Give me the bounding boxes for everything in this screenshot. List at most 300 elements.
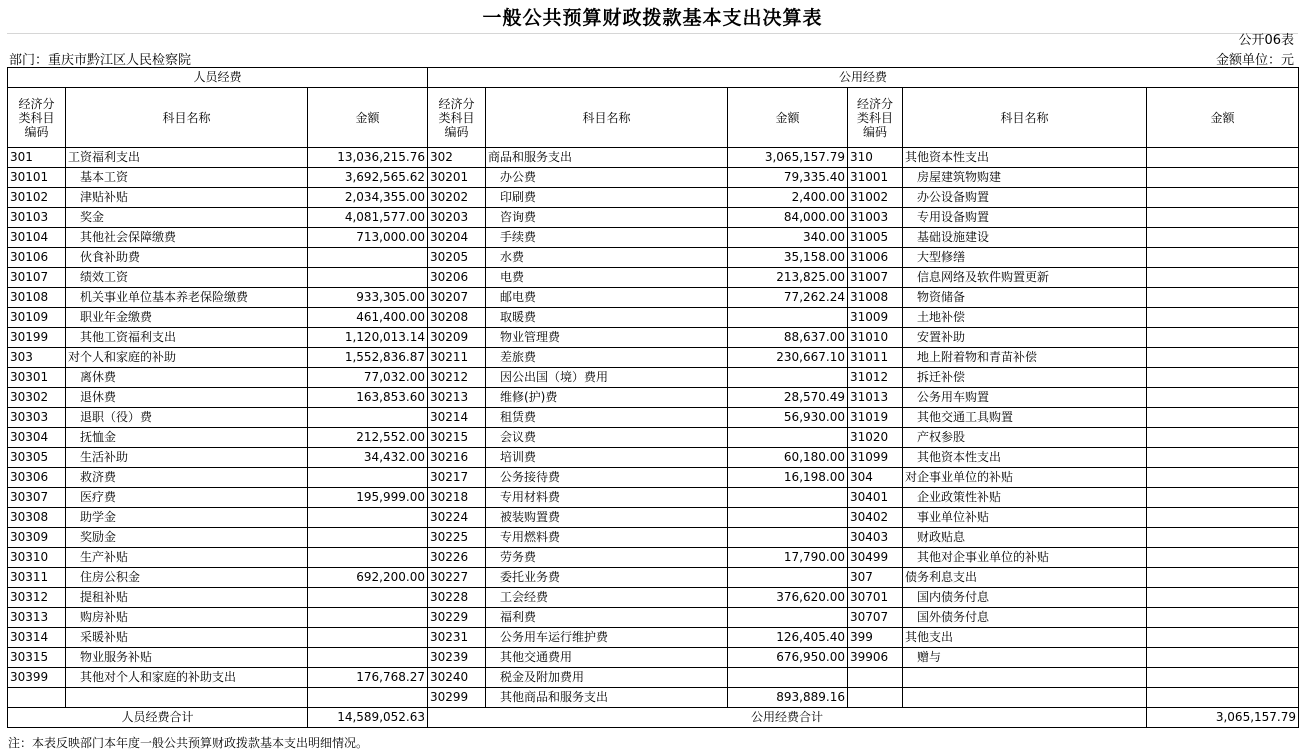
goods-name-cell: 公务用车运行维护费 bbox=[486, 628, 728, 648]
capital-amount-cell bbox=[1147, 188, 1299, 208]
personnel-name-cell: 提租补贴 bbox=[66, 588, 308, 608]
goods-code-cell: 30218 bbox=[428, 488, 486, 508]
personnel-code-cell: 30315 bbox=[8, 648, 66, 668]
personnel-amount-cell: 713,000.00 bbox=[308, 228, 428, 248]
table-row bbox=[8, 328, 1299, 348]
capital-code-cell: 31011 bbox=[848, 348, 903, 368]
goods-amount-cell bbox=[728, 608, 848, 628]
table-row bbox=[8, 568, 1299, 588]
goods-code-cell: 30299 bbox=[428, 688, 486, 708]
goods-name-cell: 其他商品和服务支出 bbox=[486, 688, 728, 708]
totals-row bbox=[8, 708, 1299, 728]
goods-code-cell: 30224 bbox=[428, 508, 486, 528]
capital-amount-cell bbox=[1147, 288, 1299, 308]
capital-name-cell: 地上附着物和青苗补偿 bbox=[903, 348, 1147, 368]
personnel-name-cell: 救济费 bbox=[66, 468, 308, 488]
capital-name-cell: 房屋建筑物购建 bbox=[903, 168, 1147, 188]
table-row bbox=[8, 628, 1299, 648]
table-row bbox=[8, 508, 1299, 528]
table-row bbox=[8, 248, 1299, 268]
personnel-code-cell: 30302 bbox=[8, 388, 66, 408]
goods-name-cell: 因公出国（境）费用 bbox=[486, 368, 728, 388]
table-row bbox=[8, 528, 1299, 548]
goods-code-cell: 302 bbox=[428, 148, 486, 168]
personnel-name-cell: 伙食补助费 bbox=[66, 248, 308, 268]
capital-name-cell: 国内债务付息 bbox=[903, 588, 1147, 608]
capital-name-cell: 财政贴息 bbox=[903, 528, 1147, 548]
personnel-name-cell: 对个人和家庭的补助 bbox=[66, 348, 308, 368]
table-row bbox=[8, 648, 1299, 668]
table-row bbox=[8, 348, 1299, 368]
goods-code-cell: 30216 bbox=[428, 448, 486, 468]
table-row bbox=[8, 288, 1299, 308]
capital-code-cell: 30403 bbox=[848, 528, 903, 548]
goods-amount-cell: 88,637.00 bbox=[728, 328, 848, 348]
expenditure-table bbox=[7, 67, 1299, 728]
goods-name-cell: 工会经费 bbox=[486, 588, 728, 608]
goods-code-cell: 30208 bbox=[428, 308, 486, 328]
capital-amount-cell bbox=[1147, 308, 1299, 328]
personnel-name-cell: 奖金 bbox=[66, 208, 308, 228]
personnel-code-cell: 30301 bbox=[8, 368, 66, 388]
capital-amount-cell bbox=[1147, 388, 1299, 408]
capital-name-cell: 安置补助 bbox=[903, 328, 1147, 348]
capital-name-cell bbox=[903, 688, 1147, 708]
personnel-name-cell: 助学金 bbox=[66, 508, 308, 528]
personnel-code-cell: 30313 bbox=[8, 608, 66, 628]
capital-name-cell: 赠与 bbox=[903, 648, 1147, 668]
goods-code-cell: 30217 bbox=[428, 468, 486, 488]
personnel-code-cell: 30310 bbox=[8, 548, 66, 568]
goods-code-cell: 30239 bbox=[428, 648, 486, 668]
table-row bbox=[8, 548, 1299, 568]
personnel-code-cell: 30305 bbox=[8, 448, 66, 468]
table-row bbox=[8, 168, 1299, 188]
table-row bbox=[8, 608, 1299, 628]
capital-amount-cell bbox=[1147, 488, 1299, 508]
personnel-amount-cell: 461,400.00 bbox=[308, 308, 428, 328]
group-header-row bbox=[8, 68, 1299, 88]
goods-code-cell: 30214 bbox=[428, 408, 486, 428]
goods-amount-cell bbox=[728, 528, 848, 548]
public-group-header: 公用经费 bbox=[428, 68, 1299, 88]
personnel-amount-cell bbox=[308, 588, 428, 608]
goods-amount-cell: 893,889.16 bbox=[728, 688, 848, 708]
capital-name-cell: 其他支出 bbox=[903, 628, 1147, 648]
capital-name-cell: 国外债务付息 bbox=[903, 608, 1147, 628]
personnel-amount-cell bbox=[308, 628, 428, 648]
capital-code-cell: 307 bbox=[848, 568, 903, 588]
personnel-amount-cell bbox=[308, 608, 428, 628]
capital-name-cell: 公务用车购置 bbox=[903, 388, 1147, 408]
personnel-amount-cell bbox=[308, 688, 428, 708]
capital-code-cell: 30707 bbox=[848, 608, 903, 628]
footnote: 注：本表反映部门本年度一般公共预算财政拨款基本支出明细情况。 bbox=[8, 736, 369, 750]
personnel-amount-cell: 163,853.60 bbox=[308, 388, 428, 408]
goods-code-cell: 30203 bbox=[428, 208, 486, 228]
goods-code-cell: 30231 bbox=[428, 628, 486, 648]
personnel-amount-cell: 2,034,355.00 bbox=[308, 188, 428, 208]
table-row bbox=[8, 668, 1299, 688]
capital-name-cell: 产权参股 bbox=[903, 428, 1147, 448]
capital-name-cell: 对企事业单位的补贴 bbox=[903, 468, 1147, 488]
goods-code-cell: 30211 bbox=[428, 348, 486, 368]
goods-amount-cell bbox=[728, 488, 848, 508]
capital-amount-cell bbox=[1147, 668, 1299, 688]
amount-column-header: 金额 bbox=[308, 88, 428, 148]
capital-code-cell: 31013 bbox=[848, 388, 903, 408]
personnel-code-cell: 30311 bbox=[8, 568, 66, 588]
goods-name-cell: 培训费 bbox=[486, 448, 728, 468]
personnel-code-cell: 301 bbox=[8, 148, 66, 168]
goods-name-cell: 差旅费 bbox=[486, 348, 728, 368]
personnel-name-cell: 其他对个人和家庭的补助支出 bbox=[66, 668, 308, 688]
goods-code-cell: 30228 bbox=[428, 588, 486, 608]
personnel-name-cell: 津贴补贴 bbox=[66, 188, 308, 208]
personnel-code-cell: 30103 bbox=[8, 208, 66, 228]
goods-amount-cell: 230,667.10 bbox=[728, 348, 848, 368]
capital-amount-cell bbox=[1147, 268, 1299, 288]
capital-name-cell: 企业政策性补贴 bbox=[903, 488, 1147, 508]
table-row bbox=[8, 408, 1299, 428]
capital-code-cell: 399 bbox=[848, 628, 903, 648]
goods-amount-cell: 213,825.00 bbox=[728, 268, 848, 288]
capital-amount-cell bbox=[1147, 328, 1299, 348]
goods-amount-cell: 126,405.40 bbox=[728, 628, 848, 648]
goods-amount-cell: 340.00 bbox=[728, 228, 848, 248]
personnel-name-cell: 机关事业单位基本养老保险缴费 bbox=[66, 288, 308, 308]
personnel-total-label: 人员经费合计 bbox=[8, 708, 308, 728]
table-row bbox=[8, 388, 1299, 408]
goods-name-cell: 其他交通费用 bbox=[486, 648, 728, 668]
amount-column-header: 金额 bbox=[1147, 88, 1299, 148]
personnel-name-cell: 生活补助 bbox=[66, 448, 308, 468]
goods-amount-cell bbox=[728, 368, 848, 388]
personnel-name-cell: 退职（役）费 bbox=[66, 408, 308, 428]
goods-amount-cell bbox=[728, 568, 848, 588]
personnel-amount-cell: 195,999.00 bbox=[308, 488, 428, 508]
personnel-amount-cell bbox=[308, 468, 428, 488]
goods-amount-cell: 676,950.00 bbox=[728, 648, 848, 668]
capital-code-cell bbox=[848, 668, 903, 688]
capital-code-cell: 31001 bbox=[848, 168, 903, 188]
goods-code-cell: 30240 bbox=[428, 668, 486, 688]
goods-code-cell: 30209 bbox=[428, 328, 486, 348]
personnel-code-cell: 30106 bbox=[8, 248, 66, 268]
personnel-amount-cell: 692,200.00 bbox=[308, 568, 428, 588]
capital-code-cell: 30401 bbox=[848, 488, 903, 508]
capital-amount-cell bbox=[1147, 148, 1299, 168]
personnel-name-cell: 抚恤金 bbox=[66, 428, 308, 448]
personnel-name-cell bbox=[66, 688, 308, 708]
capital-amount-cell bbox=[1147, 168, 1299, 188]
capital-code-cell: 31009 bbox=[848, 308, 903, 328]
capital-name-cell: 专用设备购置 bbox=[903, 208, 1147, 228]
goods-name-cell: 维修(护)费 bbox=[486, 388, 728, 408]
personnel-name-cell: 奖励金 bbox=[66, 528, 308, 548]
capital-name-cell: 大型修缮 bbox=[903, 248, 1147, 268]
table-row bbox=[8, 208, 1299, 228]
personnel-name-cell: 职业年金缴费 bbox=[66, 308, 308, 328]
table-row bbox=[8, 688, 1299, 708]
capital-amount-cell bbox=[1147, 608, 1299, 628]
column-header-row bbox=[8, 88, 1299, 148]
capital-code-cell: 304 bbox=[848, 468, 903, 488]
capital-code-cell bbox=[848, 688, 903, 708]
capital-amount-cell bbox=[1147, 568, 1299, 588]
personnel-name-cell: 购房补贴 bbox=[66, 608, 308, 628]
capital-name-cell: 其他对企事业单位的补贴 bbox=[903, 548, 1147, 568]
personnel-name-cell: 离休费 bbox=[66, 368, 308, 388]
goods-name-cell: 办公费 bbox=[486, 168, 728, 188]
name-column-header: 科目名称 bbox=[66, 88, 308, 148]
goods-amount-cell: 60,180.00 bbox=[728, 448, 848, 468]
capital-code-cell: 31003 bbox=[848, 208, 903, 228]
unit-label: 金额单位：元 bbox=[1215, 53, 1294, 68]
goods-name-cell: 取暖费 bbox=[486, 308, 728, 328]
personnel-amount-cell bbox=[308, 528, 428, 548]
table-row bbox=[8, 588, 1299, 608]
personnel-amount-cell bbox=[308, 508, 428, 528]
goods-amount-cell bbox=[728, 508, 848, 528]
personnel-code-cell: 30312 bbox=[8, 588, 66, 608]
personnel-code-cell: 30109 bbox=[8, 308, 66, 328]
personnel-name-cell: 工资福利支出 bbox=[66, 148, 308, 168]
capital-code-cell: 30701 bbox=[848, 588, 903, 608]
goods-code-cell: 30207 bbox=[428, 288, 486, 308]
capital-amount-cell bbox=[1147, 528, 1299, 548]
personnel-name-cell: 退休费 bbox=[66, 388, 308, 408]
goods-amount-cell bbox=[728, 668, 848, 688]
capital-amount-cell bbox=[1147, 208, 1299, 228]
capital-amount-cell bbox=[1147, 468, 1299, 488]
goods-code-cell: 30202 bbox=[428, 188, 486, 208]
public-total-label: 公用经费合计 bbox=[428, 708, 1147, 728]
goods-name-cell: 邮电费 bbox=[486, 288, 728, 308]
goods-amount-cell: 3,065,157.79 bbox=[728, 148, 848, 168]
personnel-code-cell: 30314 bbox=[8, 628, 66, 648]
table-row bbox=[8, 228, 1299, 248]
personnel-amount-cell: 1,120,013.14 bbox=[308, 328, 428, 348]
capital-name-cell: 其他资本性支出 bbox=[903, 148, 1147, 168]
capital-name-cell bbox=[903, 668, 1147, 688]
capital-amount-cell bbox=[1147, 548, 1299, 568]
goods-code-cell: 30205 bbox=[428, 248, 486, 268]
capital-code-cell: 31006 bbox=[848, 248, 903, 268]
personnel-code-cell: 30307 bbox=[8, 488, 66, 508]
capital-name-cell: 其他交通工具购置 bbox=[903, 408, 1147, 428]
personnel-code-cell: 30101 bbox=[8, 168, 66, 188]
goods-name-cell: 专用燃料费 bbox=[486, 528, 728, 548]
name-column-header: 科目名称 bbox=[486, 88, 728, 148]
goods-amount-cell bbox=[728, 428, 848, 448]
capital-code-cell: 31008 bbox=[848, 288, 903, 308]
capital-amount-cell bbox=[1147, 248, 1299, 268]
table-row bbox=[8, 448, 1299, 468]
capital-code-cell: 30499 bbox=[848, 548, 903, 568]
personnel-name-cell: 医疗费 bbox=[66, 488, 308, 508]
capital-name-cell: 信息网络及软件购置更新 bbox=[903, 268, 1147, 288]
personnel-amount-cell bbox=[308, 648, 428, 668]
personnel-code-cell: 30304 bbox=[8, 428, 66, 448]
goods-amount-cell: 2,400.00 bbox=[728, 188, 848, 208]
goods-amount-cell: 35,158.00 bbox=[728, 248, 848, 268]
public-total-amount: 3,065,157.79 bbox=[1147, 708, 1299, 728]
capital-amount-cell bbox=[1147, 368, 1299, 388]
personnel-name-cell: 其他工资福利支出 bbox=[66, 328, 308, 348]
capital-name-cell: 事业单位补贴 bbox=[903, 508, 1147, 528]
personnel-amount-cell bbox=[308, 268, 428, 288]
goods-amount-cell: 84,000.00 bbox=[728, 208, 848, 228]
title-divider bbox=[7, 33, 1298, 34]
personnel-amount-cell bbox=[308, 408, 428, 428]
personnel-code-cell: 30308 bbox=[8, 508, 66, 528]
table-row bbox=[8, 368, 1299, 388]
goods-name-cell: 专用材料费 bbox=[486, 488, 728, 508]
personnel-amount-cell: 3,692,565.62 bbox=[308, 168, 428, 188]
capital-code-cell: 31007 bbox=[848, 268, 903, 288]
personnel-code-cell: 30199 bbox=[8, 328, 66, 348]
capital-amount-cell bbox=[1147, 428, 1299, 448]
goods-amount-cell: 17,790.00 bbox=[728, 548, 848, 568]
amount-column-header: 金额 bbox=[728, 88, 848, 148]
personnel-amount-cell bbox=[308, 548, 428, 568]
goods-code-cell: 30229 bbox=[428, 608, 486, 628]
personnel-code-cell: 30306 bbox=[8, 468, 66, 488]
capital-amount-cell bbox=[1147, 348, 1299, 368]
goods-code-cell: 30201 bbox=[428, 168, 486, 188]
name-column-header: 科目名称 bbox=[903, 88, 1147, 148]
capital-name-cell: 拆迁补偿 bbox=[903, 368, 1147, 388]
capital-name-cell: 办公设备购置 bbox=[903, 188, 1147, 208]
code-column-header: 经济分 类科目 编码 bbox=[8, 88, 66, 148]
personnel-amount-cell: 1,552,836.87 bbox=[308, 348, 428, 368]
goods-amount-cell: 16,198.00 bbox=[728, 468, 848, 488]
personnel-name-cell: 基本工资 bbox=[66, 168, 308, 188]
capital-amount-cell bbox=[1147, 408, 1299, 428]
capital-code-cell: 31019 bbox=[848, 408, 903, 428]
personnel-code-cell: 30309 bbox=[8, 528, 66, 548]
capital-name-cell: 基础设施建设 bbox=[903, 228, 1147, 248]
personnel-amount-cell: 176,768.27 bbox=[308, 668, 428, 688]
goods-name-cell: 咨询费 bbox=[486, 208, 728, 228]
capital-name-cell: 土地补偿 bbox=[903, 308, 1147, 328]
goods-amount-cell bbox=[728, 308, 848, 328]
report-title: 一般公共预算财政拨款基本支出决算表 bbox=[482, 7, 823, 29]
personnel-name-cell: 住房公积金 bbox=[66, 568, 308, 588]
goods-amount-cell: 79,335.40 bbox=[728, 168, 848, 188]
goods-name-cell: 劳务费 bbox=[486, 548, 728, 568]
goods-code-cell: 30227 bbox=[428, 568, 486, 588]
table-number: 公开06表 bbox=[1238, 33, 1294, 48]
goods-name-cell: 物业管理费 bbox=[486, 328, 728, 348]
goods-code-cell: 30206 bbox=[428, 268, 486, 288]
capital-amount-cell bbox=[1147, 628, 1299, 648]
goods-name-cell: 福利费 bbox=[486, 608, 728, 628]
table-row bbox=[8, 268, 1299, 288]
personnel-total-amount: 14,589,052.63 bbox=[308, 708, 428, 728]
code-column-header: 经济分 类科目 编码 bbox=[848, 88, 903, 148]
personnel-code-cell bbox=[8, 688, 66, 708]
personnel-name-cell: 采暖补贴 bbox=[66, 628, 308, 648]
capital-code-cell: 31005 bbox=[848, 228, 903, 248]
goods-name-cell: 租赁费 bbox=[486, 408, 728, 428]
goods-amount-cell: 376,620.00 bbox=[728, 588, 848, 608]
table-row bbox=[8, 308, 1299, 328]
goods-code-cell: 30213 bbox=[428, 388, 486, 408]
goods-name-cell: 被装购置费 bbox=[486, 508, 728, 528]
personnel-code-cell: 30303 bbox=[8, 408, 66, 428]
capital-code-cell: 31099 bbox=[848, 448, 903, 468]
goods-name-cell: 印刷费 bbox=[486, 188, 728, 208]
goods-name-cell: 水费 bbox=[486, 248, 728, 268]
goods-name-cell: 公务接待费 bbox=[486, 468, 728, 488]
capital-code-cell: 39906 bbox=[848, 648, 903, 668]
goods-code-cell: 30212 bbox=[428, 368, 486, 388]
personnel-amount-cell: 13,036,215.76 bbox=[308, 148, 428, 168]
personnel-code-cell: 303 bbox=[8, 348, 66, 368]
capital-code-cell: 30402 bbox=[848, 508, 903, 528]
goods-code-cell: 30226 bbox=[428, 548, 486, 568]
capital-amount-cell bbox=[1147, 228, 1299, 248]
personnel-amount-cell: 77,032.00 bbox=[308, 368, 428, 388]
goods-code-cell: 30215 bbox=[428, 428, 486, 448]
table-row bbox=[8, 428, 1299, 448]
personnel-code-cell: 30104 bbox=[8, 228, 66, 248]
goods-name-cell: 税金及附加费用 bbox=[486, 668, 728, 688]
personnel-code-cell: 30107 bbox=[8, 268, 66, 288]
capital-code-cell: 31010 bbox=[848, 328, 903, 348]
personnel-code-cell: 30108 bbox=[8, 288, 66, 308]
personnel-group-header: 人员经费 bbox=[8, 68, 428, 88]
capital-name-cell: 其他资本性支出 bbox=[903, 448, 1147, 468]
table-row bbox=[8, 468, 1299, 488]
code-column-header: 经济分 类科目 编码 bbox=[428, 88, 486, 148]
table-row bbox=[8, 188, 1299, 208]
personnel-amount-cell: 4,081,577.00 bbox=[308, 208, 428, 228]
capital-amount-cell bbox=[1147, 688, 1299, 708]
capital-name-cell: 债务利息支出 bbox=[903, 568, 1147, 588]
goods-amount-cell: 28,570.49 bbox=[728, 388, 848, 408]
personnel-name-cell: 绩效工资 bbox=[66, 268, 308, 288]
table-row bbox=[8, 148, 1299, 168]
personnel-name-cell: 物业服务补贴 bbox=[66, 648, 308, 668]
personnel-amount-cell: 933,305.00 bbox=[308, 288, 428, 308]
goods-name-cell: 会议费 bbox=[486, 428, 728, 448]
personnel-name-cell: 其他社会保障缴费 bbox=[66, 228, 308, 248]
personnel-code-cell: 30399 bbox=[8, 668, 66, 688]
goods-amount-cell: 77,262.24 bbox=[728, 288, 848, 308]
personnel-amount-cell: 34,432.00 bbox=[308, 448, 428, 468]
personnel-code-cell: 30102 bbox=[8, 188, 66, 208]
goods-name-cell: 手续费 bbox=[486, 228, 728, 248]
capital-amount-cell bbox=[1147, 648, 1299, 668]
capital-code-cell: 310 bbox=[848, 148, 903, 168]
department-label: 部门：重庆市黔江区人民检察院 bbox=[9, 53, 192, 68]
capital-amount-cell bbox=[1147, 448, 1299, 468]
capital-amount-cell bbox=[1147, 508, 1299, 528]
capital-amount-cell bbox=[1147, 588, 1299, 608]
goods-name-cell: 商品和服务支出 bbox=[486, 148, 728, 168]
personnel-amount-cell bbox=[308, 248, 428, 268]
personnel-name-cell: 生产补贴 bbox=[66, 548, 308, 568]
capital-code-cell: 31020 bbox=[848, 428, 903, 448]
capital-code-cell: 31012 bbox=[848, 368, 903, 388]
goods-name-cell: 电费 bbox=[486, 268, 728, 288]
goods-amount-cell: 56,930.00 bbox=[728, 408, 848, 428]
capital-name-cell: 物资储备 bbox=[903, 288, 1147, 308]
personnel-amount-cell: 212,552.00 bbox=[308, 428, 428, 448]
